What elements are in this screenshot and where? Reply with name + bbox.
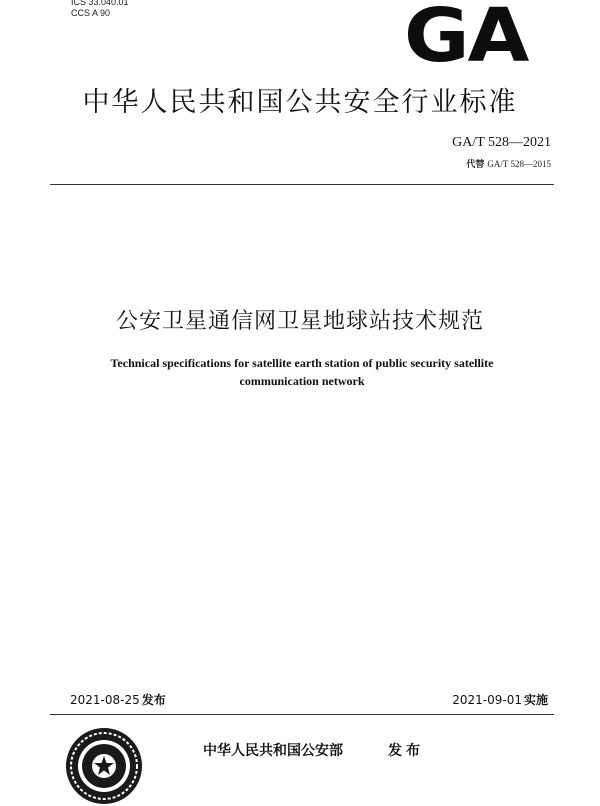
police-emblem-icon [64, 726, 144, 806]
issue-date [70, 691, 166, 708]
replaces-number: GA/T 528—2015 [487, 159, 551, 169]
title-english [70, 354, 534, 390]
issue-date-suffix: 发布 [141, 693, 166, 707]
issue-date-value: 2021-08-25 [70, 693, 140, 707]
replaces-note [466, 157, 551, 170]
replaces-label: 代替 [466, 160, 485, 170]
title-english-line-1: Technical specifications for satellite earth station of public security satellite [110, 356, 494, 370]
ga-logo: GA [404, 0, 528, 79]
standard-category-heading: 中华人民共和国公共安全行业标准 [82, 87, 518, 118]
bottom-divider [50, 714, 554, 715]
issuer-name: 中华人民共和国公安部 [203, 743, 343, 759]
top-divider [50, 184, 554, 185]
standard-number: GA/T 528—2021 [452, 135, 551, 150]
ccs-code: CCS A 90 [71, 8, 111, 18]
implementation-date-suffix: 实施 [523, 693, 548, 707]
issuer-action: 发布 [388, 743, 424, 759]
title-chinese: 公安卫星通信网卫星地球站技术规范 [115, 309, 484, 334]
implementation-date-value: 2021-09-01 [452, 693, 522, 707]
ics-code: ICS 33.040.01 [71, 0, 129, 7]
implementation-date [452, 691, 548, 708]
title-english-line-2: communication network [239, 374, 365, 388]
